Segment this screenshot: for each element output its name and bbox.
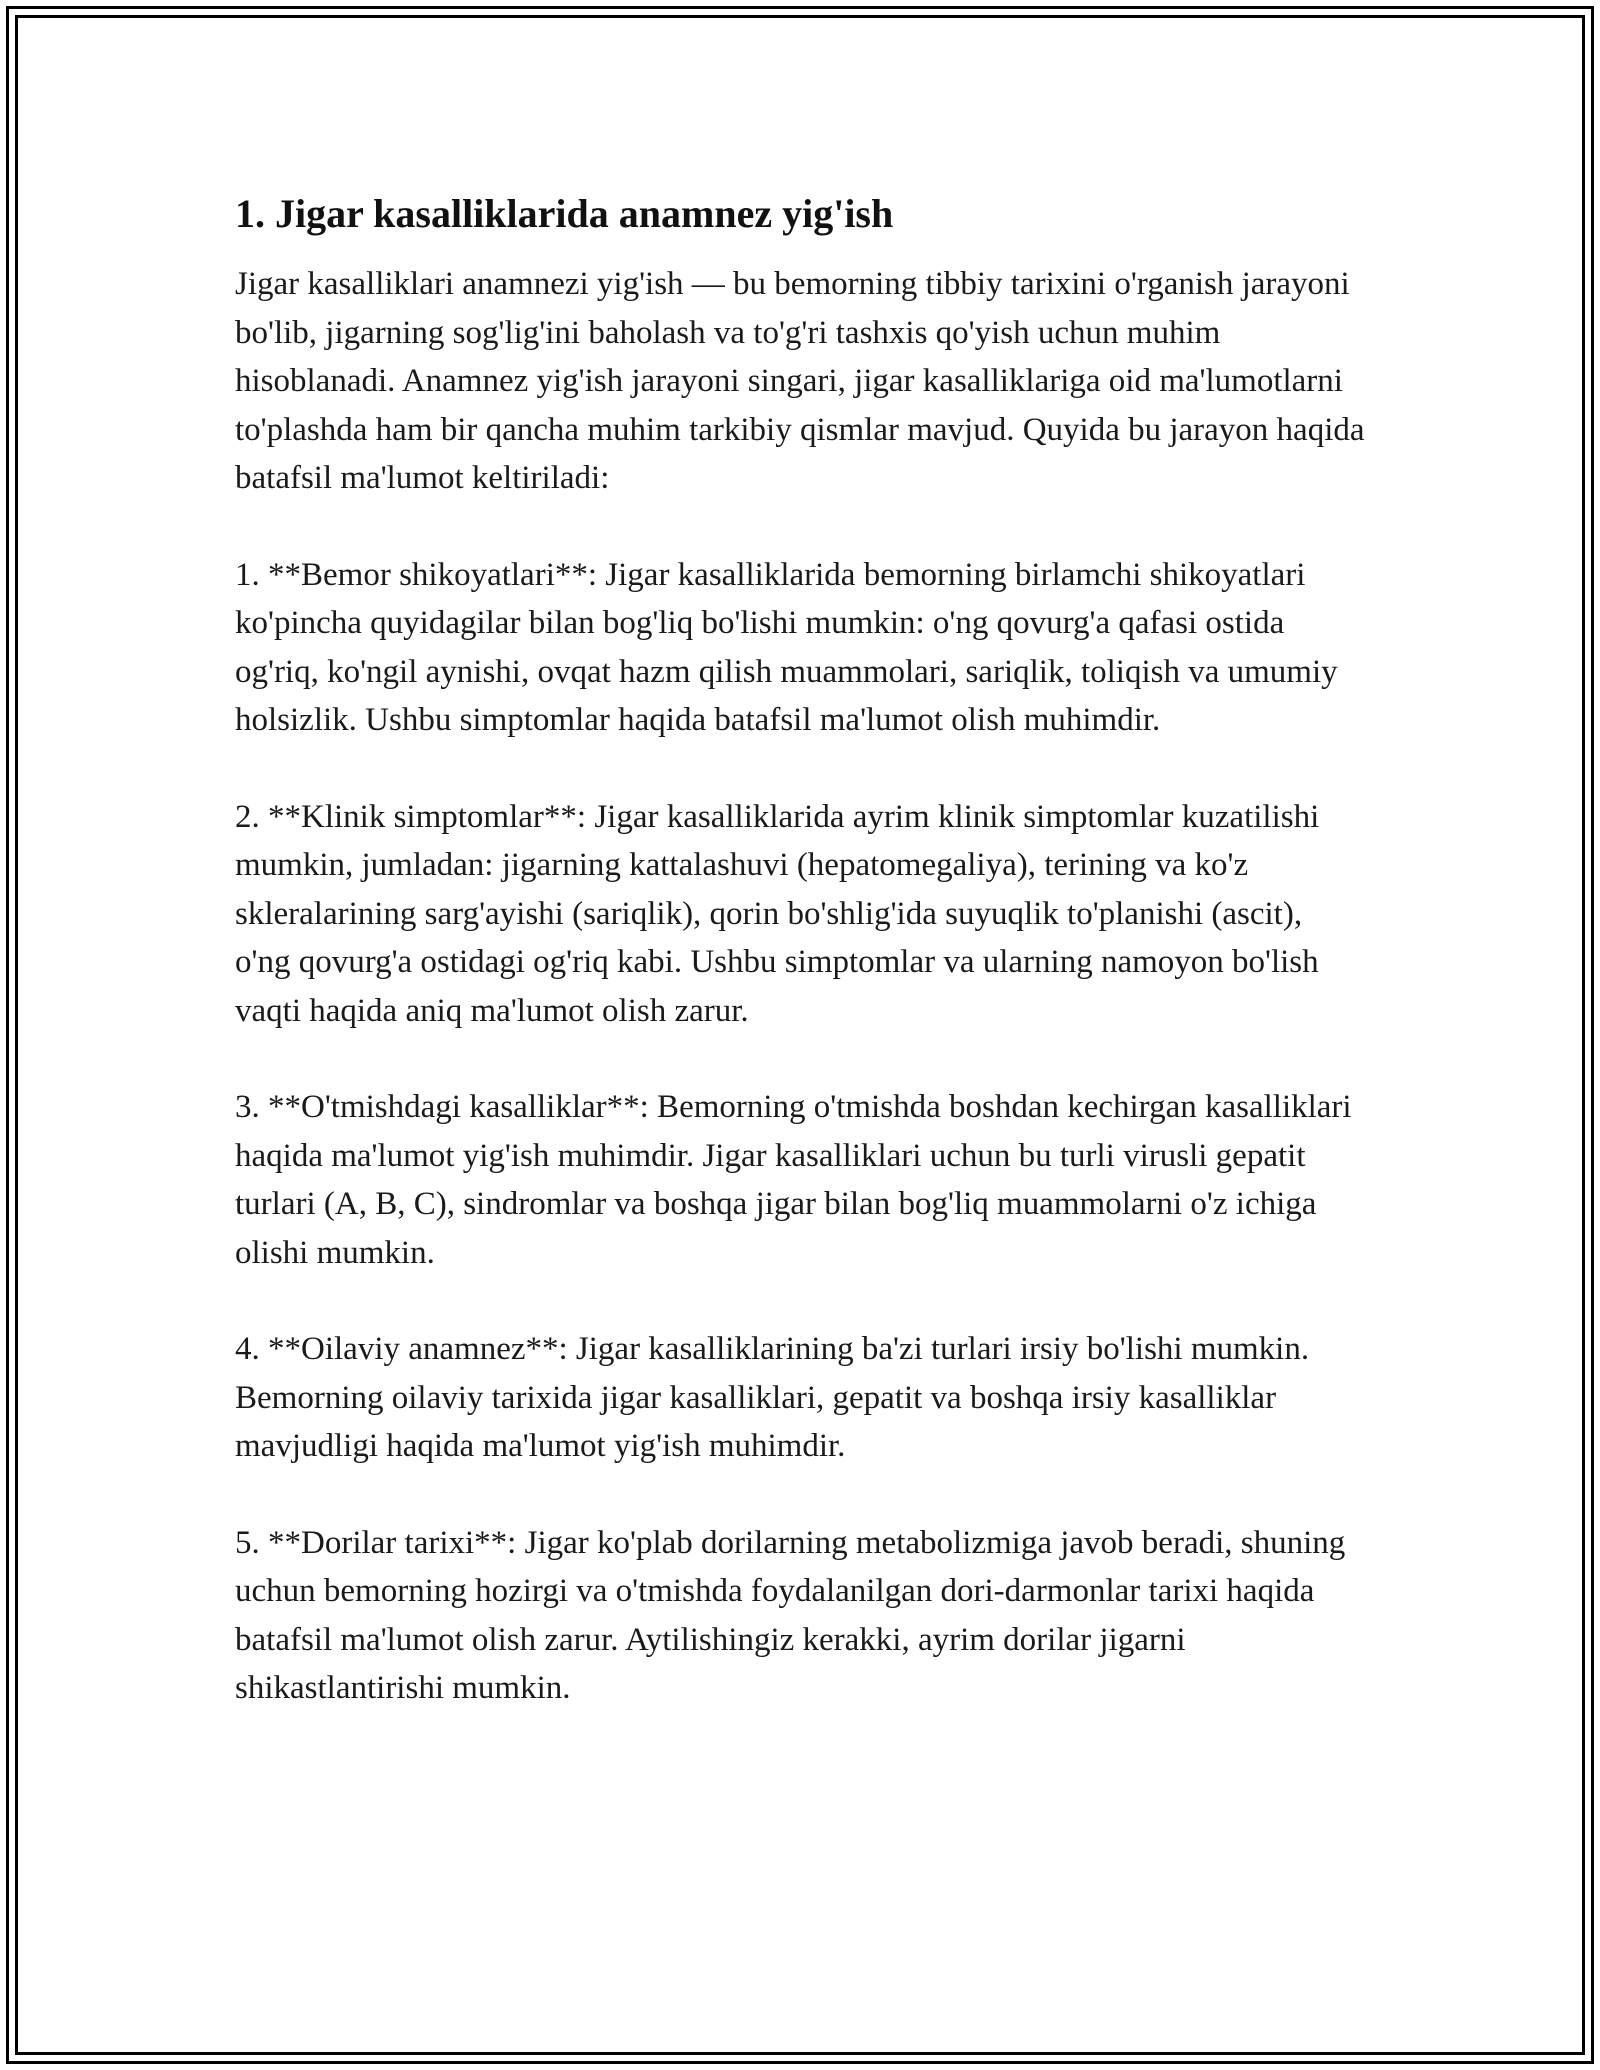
paragraph-otmishdagi-kasalliklar: 3. **O'tmishdagi kasalliklar**: Bemorning o'tmishda boshdan kechirgan kasalliklari haqida ma'lumot yig'ish muhimdir. Jigar kasalliklari uchun bu turli virusli gepatit turlari (A, B, C), sindromlar va boshqa jigar bilan bog'liq muammolarni o'z ichiga olishi mumkin.	[235, 1089, 1352, 1271]
document-body	[235, 180, 1365, 1761]
paragraph-intro: Jigar kasalliklari anamnezi yig'ish — bu bemorning tibbiy tarixini o'rganish jarayoni bo'lib, jigarning sog'lig'ini baholash va to'g'ri tashxis qo'yish uchun muhim hisoblanadi. Anamnez yig'ish jarayoni singari, jigar kasalliklariga oid ma'lumotlarni to'plashda ham bir qancha muhim tarkibiy qismlar mavjud. Quyida bu jarayon haqida batafsil ma'lumot keltiriladi:	[235, 266, 1365, 496]
paragraph-bemor-shikoyatlari: 1. **Bemor shikoyatlari**: Jigar kasalliklarida bemorning birlamchi shikoyatlari ko'pincha quyidagilar bilan bog'liq bo'lishi mumkin: o'ng qovurg'a qafasi ostida og'riq, ko'ngil aynishi, ovqat hazm qilish muammolari, sariqlik, toliqish va umumiy holsizlik. Ushbu simptomlar haqida batafsil ma'lumot olish muhimdir.	[235, 556, 1338, 738]
paragraph-klinik-simptomlar: 2. **Klinik simptomlar**: Jigar kasalliklarida ayrim klinik simptomlar kuzatilishi mumkin, jumladan: jigarning kattalashuvi (hepatomegaliya), terining va ko'z skleralarining sarg'ayishi (sariqlik), qorin bo'shlig'ida suyuqlik to'planishi (ascit), o'ng qovurg'a ostidagi og'riq kabi. Ushbu simptomlar va ularning namoyon bo'lish vaqti haqida aniq ma'lumot olish zarur.	[235, 798, 1320, 1029]
paragraph-oilaviy-anamnez: 4. **Oilaviy anamnez**: Jigar kasalliklarining ba'zi turlari irsiy bo'lishi mumkin. Bemorning oilaviy tarixida jigar kasalliklari, gepatit va boshqa irsiy kasalliklar mavjudligi haqida ma'lumot yig'ish muhimdir.	[235, 1331, 1310, 1464]
paragraph-dorilar-tarixi: 5. **Dorilar tarixi**: Jigar ko'plab dorilarning metabolizmiga javob beradi, shuning uchun bemorning hozirgi va o'tmishda foydalanilgan dori-darmonlar tarixi haqida batafsil ma'lumot olish zarur. Aytilishingiz kerakki, ayrim dorilar jigarni shikastlantirishi mumkin.	[235, 1524, 1346, 1706]
section-heading: 1. Jigar kasalliklarida anamnez yig'ish	[235, 191, 894, 236]
